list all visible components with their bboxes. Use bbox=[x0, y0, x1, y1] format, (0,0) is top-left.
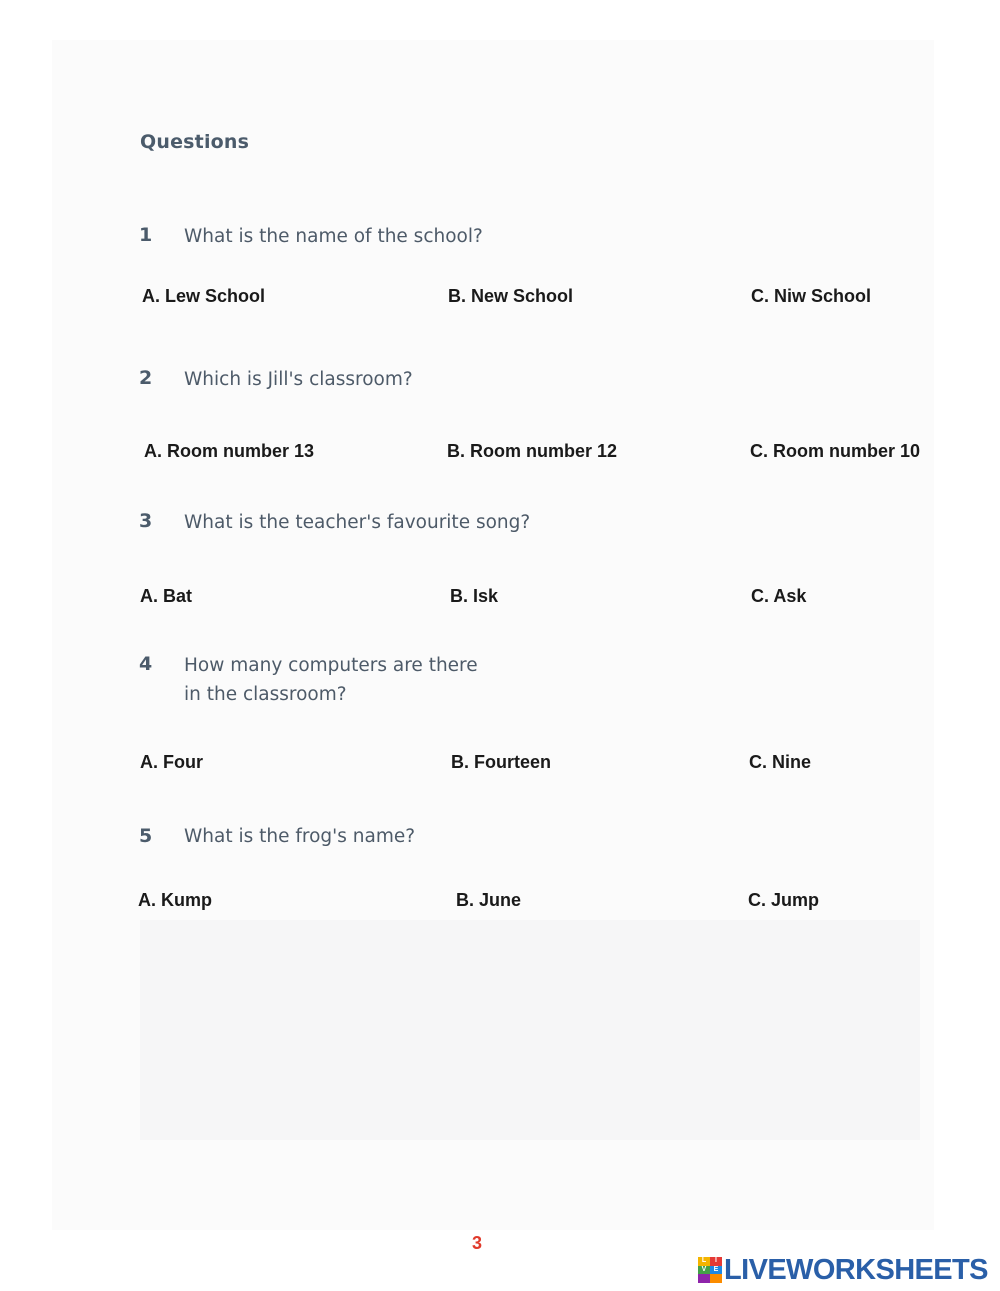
logo-tile: L bbox=[698, 1257, 710, 1266]
question-4-option-b[interactable]: B. Fourteen bbox=[451, 752, 552, 772]
question-4-text-line2: in the classroom? bbox=[184, 684, 347, 705]
question-2-option-b[interactable]: B. Room number 12 bbox=[447, 441, 618, 461]
question-3-option-c[interactable]: C. Ask bbox=[751, 586, 807, 606]
question-1-text: What is the name of the school? bbox=[184, 226, 483, 247]
logo-tile bbox=[698, 1274, 710, 1283]
question-5-option-b[interactable]: B. June bbox=[456, 890, 522, 910]
question-5-text: What is the frog's name? bbox=[184, 826, 416, 847]
faded-background-area bbox=[140, 920, 920, 1140]
question-2-option-a[interactable]: A. Room number 13 bbox=[144, 441, 315, 461]
brand-name: LIVEWORKSHEETS bbox=[724, 1254, 988, 1286]
logo-tile bbox=[710, 1274, 722, 1283]
logo-tile: V bbox=[698, 1266, 710, 1275]
question-5-number: 5 bbox=[139, 825, 153, 847]
question-4-option-c[interactable]: C. Nine bbox=[749, 752, 812, 772]
question-3-number: 3 bbox=[139, 510, 153, 532]
question-4-number: 4 bbox=[139, 653, 153, 675]
question-2-option-c[interactable]: C. Room number 10 bbox=[750, 441, 921, 461]
logo-tile: E bbox=[710, 1266, 722, 1275]
question-5-option-c[interactable]: C. Jump bbox=[748, 890, 820, 910]
page-number: 3 bbox=[472, 1233, 483, 1253]
question-3-option-b[interactable]: B. Isk bbox=[450, 586, 499, 606]
question-5-option-a[interactable]: A. Kump bbox=[138, 890, 212, 910]
liveworksheets-logo-icon bbox=[698, 1257, 722, 1283]
section-heading: Questions bbox=[140, 131, 250, 153]
question-4-option-a[interactable]: A. Four bbox=[140, 752, 203, 772]
question-2-number: 2 bbox=[139, 367, 153, 389]
question-4-text-line1: How many computers are there bbox=[184, 655, 478, 676]
logo-tile: I bbox=[710, 1257, 722, 1266]
question-1-option-b[interactable]: B. New School bbox=[448, 286, 574, 306]
liveworksheets-brand[interactable] bbox=[698, 1255, 988, 1285]
question-3-option-a[interactable]: A. Bat bbox=[140, 586, 193, 606]
question-1-option-a[interactable]: A. Lew School bbox=[142, 286, 266, 306]
question-2-text: Which is Jill's classroom? bbox=[184, 369, 413, 390]
question-1-option-c[interactable]: C. Niw School bbox=[751, 286, 872, 306]
question-1-number: 1 bbox=[139, 224, 153, 246]
question-3-text: What is the teacher's favourite song? bbox=[184, 512, 531, 533]
